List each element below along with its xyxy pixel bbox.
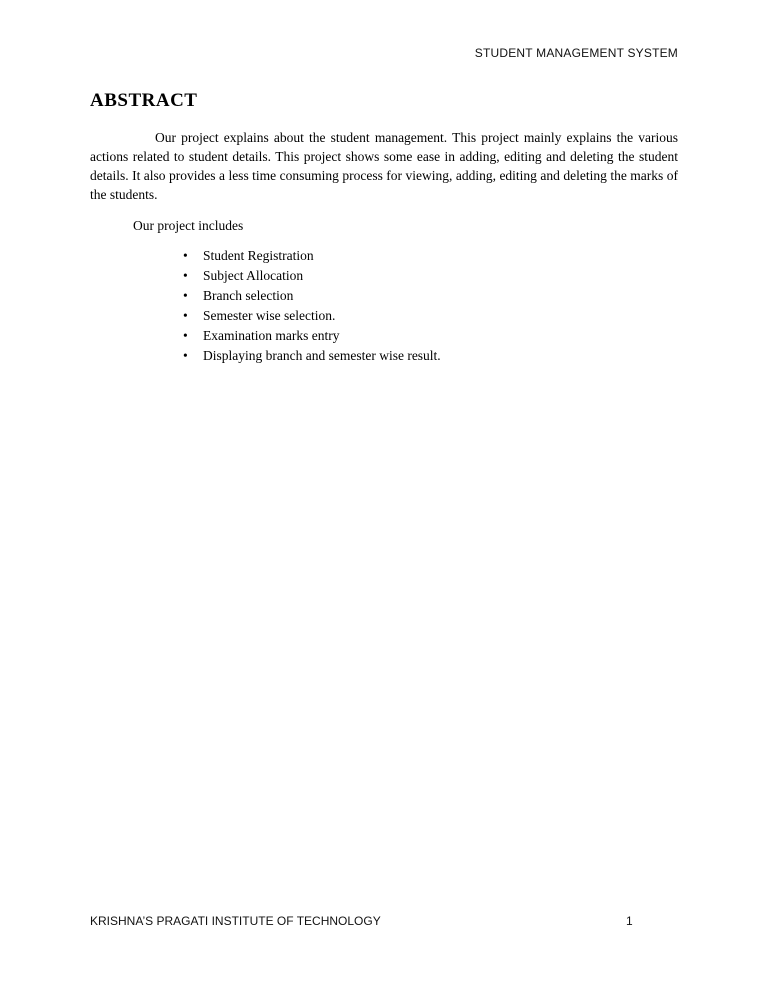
list-item-text: Branch selection <box>203 288 294 303</box>
running-header: STUDENT MANAGEMENT SYSTEM <box>474 46 678 60</box>
list-item-text: Displaying branch and semester wise result. <box>203 348 441 363</box>
bullet-icon <box>183 326 203 346</box>
list-item-text: Examination marks entry <box>203 328 340 343</box>
list-item-text: Semester wise selection. <box>203 308 336 323</box>
list-item <box>183 266 441 286</box>
page-number: 1 <box>626 914 633 928</box>
list-item <box>183 286 441 306</box>
page-footer <box>90 914 678 928</box>
abstract-paragraph: Our project explains about the student management. This project mainly explains the various actions related to student details. This project shows some ease in adding, editing and deleting the student details. It also provides a less time consuming process for viewing, adding, editing and deleting the marks of the students. <box>90 130 678 202</box>
list-item-text: Student Registration <box>203 248 314 263</box>
page-title: ABSTRACT <box>90 90 198 111</box>
bullet-icon <box>183 286 203 306</box>
feature-list <box>183 246 441 366</box>
bullet-icon <box>183 346 203 366</box>
bullet-icon <box>183 246 203 266</box>
list-item-text: Subject Allocation <box>203 268 304 283</box>
bullet-icon <box>183 266 203 286</box>
list-item <box>183 246 441 266</box>
includes-line: Our project includes <box>133 218 244 233</box>
bullet-icon <box>183 306 203 326</box>
footer-institution: KRISHNA’S PRAGATI INSTITUTE OF TECHNOLOGY <box>90 914 381 928</box>
list-item <box>183 306 441 326</box>
list-item <box>183 346 441 366</box>
list-item <box>183 326 441 346</box>
